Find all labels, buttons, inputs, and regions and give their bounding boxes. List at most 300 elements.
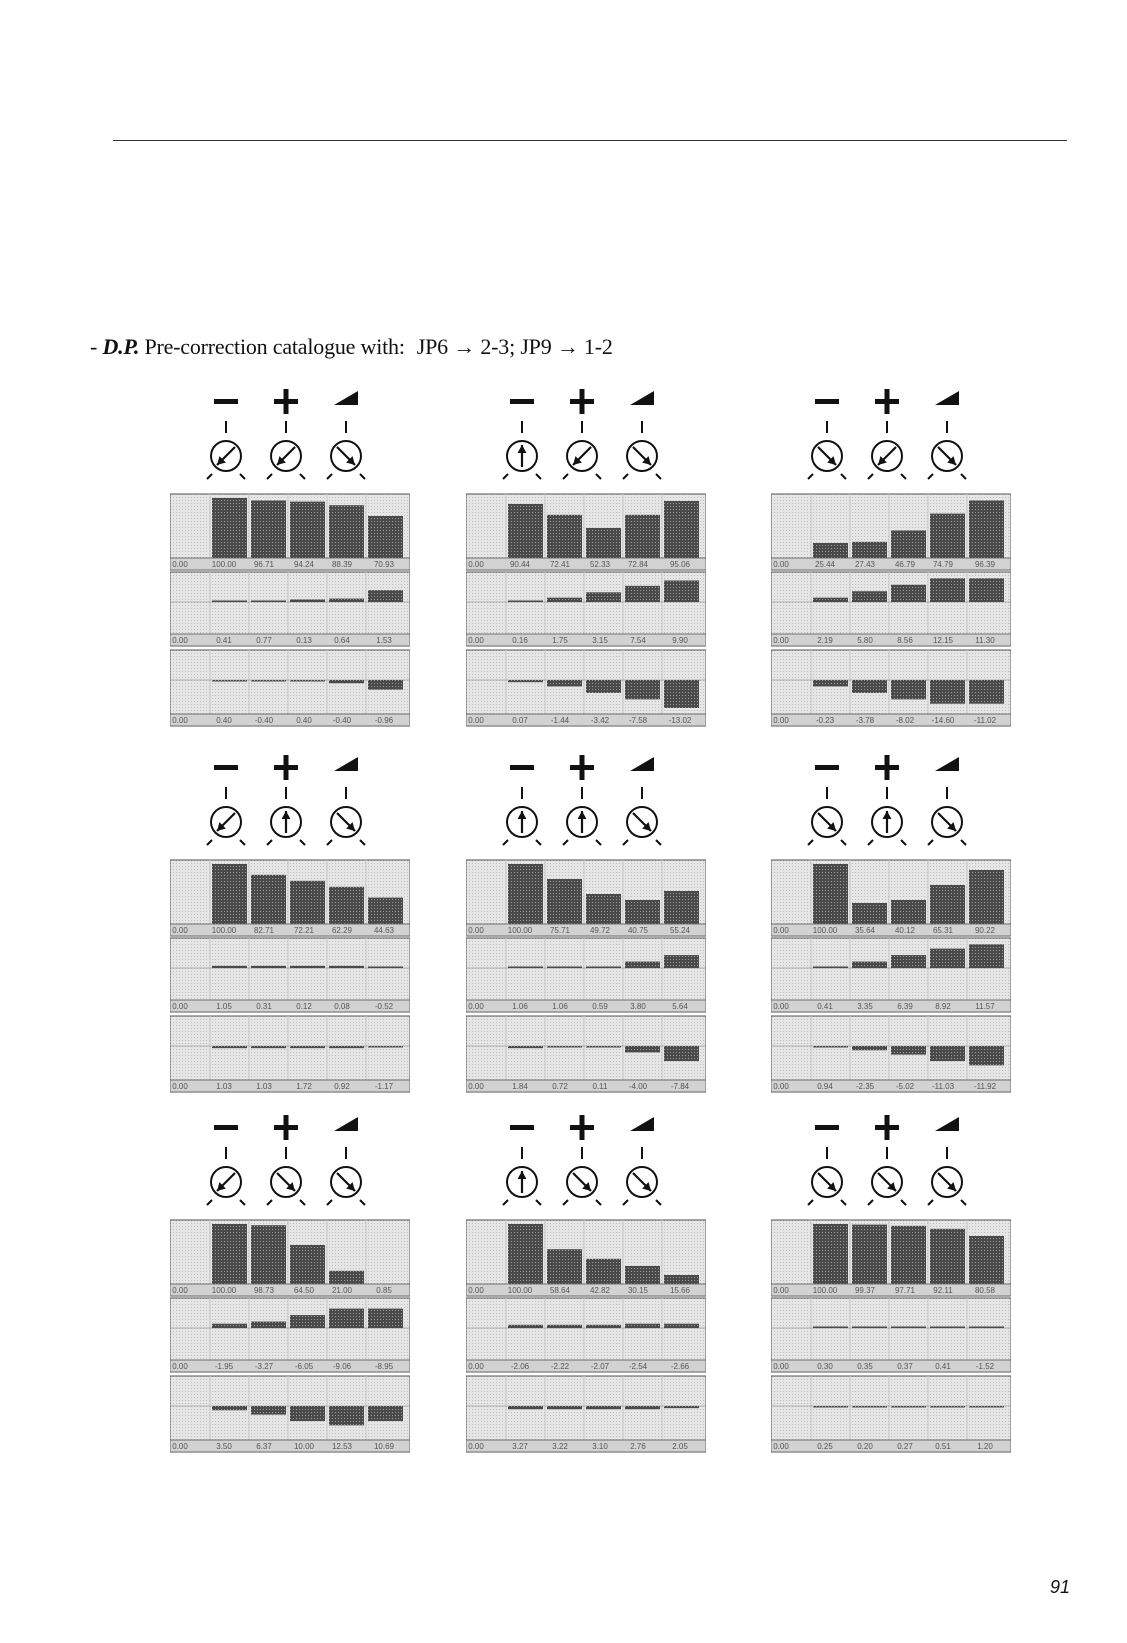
catalogue-cell-2 — [466, 386, 706, 738]
bar-bottom-1 — [852, 680, 887, 693]
bar-top-0 — [813, 543, 848, 558]
plus-icon — [274, 1115, 298, 1140]
bar-bottom-4 — [969, 1046, 1004, 1065]
bar-bottom-0 — [212, 1046, 247, 1048]
bar-top-2 — [290, 1245, 325, 1284]
bar-middle-2 — [586, 592, 621, 602]
value-label: -4.00 — [628, 1082, 648, 1091]
knob-icon-down-right — [623, 787, 661, 845]
value-label: 0.85 — [376, 1286, 392, 1295]
bar-middle-0 — [508, 1325, 543, 1328]
bar-middle-4 — [664, 955, 699, 968]
value-label: 44.63 — [373, 926, 395, 935]
value-label: 90.22 — [974, 926, 996, 935]
knob-icon-down-right — [623, 1147, 661, 1205]
bar-bottom-3 — [625, 1406, 660, 1409]
phase-panel — [170, 572, 410, 646]
bar-bottom-0 — [813, 1046, 848, 1048]
bar-middle-1 — [852, 1327, 887, 1329]
slope-icon — [630, 757, 654, 771]
value-label: 8.92 — [935, 1002, 951, 1011]
bar-middle-3 — [930, 949, 965, 968]
value-label: 0.59 — [592, 1002, 608, 1011]
value-label: 80.58 — [974, 1286, 996, 1295]
knob-icon-up — [563, 787, 601, 845]
value-label: 0.27 — [897, 1442, 913, 1451]
bar-top-1 — [852, 903, 887, 924]
value-label: 0.00 — [172, 1082, 188, 1091]
bar-bottom-2 — [586, 1406, 621, 1409]
bar-middle-4 — [969, 1327, 1004, 1329]
value-label: -14.60 — [931, 716, 955, 725]
value-label: 100.00 — [507, 1286, 533, 1295]
bar-top-3 — [329, 1271, 364, 1284]
bar-middle-2 — [290, 966, 325, 968]
bar-bottom-4 — [368, 1406, 403, 1421]
phase-panel — [771, 938, 1011, 1012]
knob-icon-down-left — [207, 1147, 245, 1205]
value-label: 30.15 — [627, 1286, 649, 1295]
value-label: 0.00 — [172, 1002, 188, 1011]
bar-middle-0 — [508, 967, 543, 969]
bar-top-4 — [664, 1275, 699, 1284]
value-label: -3.27 — [254, 1362, 274, 1371]
bar-top-1 — [547, 1249, 582, 1284]
knob-icon-up — [503, 421, 541, 479]
bar-bottom-1 — [852, 1046, 887, 1050]
minus-icon — [815, 1125, 839, 1130]
value-label: 0.00 — [468, 1362, 484, 1371]
value-label: 0.51 — [935, 1442, 951, 1451]
value-label: 92.11 — [933, 1286, 953, 1295]
bar-middle-1 — [547, 967, 582, 969]
value-label: -1.95 — [214, 1362, 234, 1371]
bar-middle-3 — [625, 586, 660, 602]
bar-middle-2 — [290, 599, 325, 602]
slope-icon — [334, 391, 358, 405]
plus-icon — [875, 389, 899, 414]
amplitude-panel — [466, 494, 706, 570]
value-label: 98.73 — [253, 1286, 275, 1295]
bar-middle-4 — [969, 944, 1004, 968]
value-label: 0.00 — [773, 926, 789, 935]
value-label: 3.35 — [857, 1002, 873, 1011]
knob-icon-down-right — [868, 1147, 906, 1205]
value-label: -0.96 — [374, 716, 394, 725]
value-label: 27.43 — [854, 560, 876, 569]
bar-middle-0 — [813, 1327, 848, 1329]
value-label: 90.44 — [509, 560, 531, 569]
bar-bottom-1 — [251, 1406, 286, 1415]
slope-icon — [334, 1117, 358, 1131]
plus-icon — [570, 755, 594, 780]
phase-panel — [466, 938, 706, 1012]
value-label: -2.22 — [550, 1362, 570, 1371]
catalogue-cell-7 — [170, 1112, 410, 1464]
value-label: 0.00 — [468, 716, 484, 725]
value-label: 0.00 — [773, 1442, 789, 1451]
amplitude-panel — [771, 1220, 1011, 1296]
bar-middle-1 — [251, 601, 286, 603]
value-label: 0.00 — [773, 716, 789, 725]
bar-top-0 — [813, 1224, 848, 1284]
value-label: 1.06 — [552, 1002, 568, 1011]
value-label: 0.40 — [296, 716, 312, 725]
deviation-panel — [170, 650, 410, 726]
value-label: -0.40 — [254, 716, 274, 725]
value-label: 1.53 — [376, 636, 392, 645]
plus-icon — [570, 1115, 594, 1140]
minus-icon — [510, 399, 534, 404]
value-label: 21.00 — [331, 1286, 353, 1295]
bar-middle-0 — [212, 966, 247, 968]
value-label: 95.06 — [669, 560, 691, 569]
value-label: -7.84 — [670, 1082, 690, 1091]
slope-icon — [935, 757, 959, 771]
phase-panel — [466, 1298, 706, 1372]
bar-bottom-0 — [508, 1406, 543, 1409]
minus-icon — [214, 399, 238, 404]
value-label: -13.02 — [668, 716, 692, 725]
bar-bottom-3 — [625, 1046, 660, 1052]
plus-icon — [570, 389, 594, 414]
catalogue-cell-3 — [771, 386, 1011, 738]
value-label: 0.00 — [468, 1082, 484, 1091]
bar-bottom-2 — [290, 1406, 325, 1421]
phase-panel — [170, 1298, 410, 1372]
value-label: -1.52 — [975, 1362, 995, 1371]
bar-middle-1 — [251, 1322, 286, 1328]
bar-bottom-4 — [969, 680, 1004, 704]
bar-middle-4 — [368, 590, 403, 602]
value-label: 0.00 — [172, 1362, 188, 1371]
slope-icon — [935, 1117, 959, 1131]
bar-top-3 — [625, 515, 660, 558]
amplitude-panel — [771, 860, 1011, 936]
bar-top-1 — [251, 1225, 286, 1284]
value-label: 0.00 — [468, 1286, 484, 1295]
bar-top-1 — [547, 879, 582, 924]
value-label: 1.84 — [512, 1082, 528, 1091]
bar-top-3 — [930, 1229, 965, 1284]
bar-middle-3 — [329, 966, 364, 968]
knob-icon-down-right — [928, 787, 966, 845]
bar-middle-0 — [212, 1324, 247, 1328]
heading-prefix: - — [90, 334, 103, 359]
knob-icon-down-right — [808, 787, 846, 845]
value-label: 72.21 — [293, 926, 315, 935]
catalogue-cell-5 — [466, 752, 706, 1104]
bar-middle-1 — [251, 966, 286, 968]
bar-middle-3 — [930, 578, 965, 602]
value-label: 0.94 — [817, 1082, 833, 1091]
value-label: 0.20 — [857, 1442, 873, 1451]
knob-icon-down-right — [327, 1147, 365, 1205]
knob-icon-down-right — [267, 1147, 305, 1205]
bar-middle-0 — [508, 601, 543, 603]
value-label: 0.16 — [512, 636, 528, 645]
phase-panel — [771, 572, 1011, 646]
value-label: 0.00 — [468, 926, 484, 935]
value-label: 97.71 — [894, 1286, 916, 1295]
bar-middle-4 — [664, 580, 699, 602]
knob-icon-down-right — [808, 1147, 846, 1205]
value-label: 100.00 — [812, 1286, 838, 1295]
value-label: 0.00 — [468, 560, 484, 569]
value-label: 46.79 — [894, 560, 916, 569]
bar-middle-3 — [625, 1324, 660, 1328]
value-label: -0.40 — [332, 716, 352, 725]
amplitude-panel — [170, 1220, 410, 1296]
value-label: 9.90 — [672, 636, 688, 645]
bar-bottom-1 — [547, 1046, 582, 1048]
bar-top-1 — [852, 542, 887, 558]
value-label: -2.54 — [628, 1362, 648, 1371]
value-label: 40.75 — [627, 926, 649, 935]
value-label: 0.00 — [172, 560, 188, 569]
bar-middle-1 — [852, 591, 887, 602]
header-rule — [113, 140, 1067, 141]
bar-top-1 — [852, 1225, 887, 1284]
value-label: -8.95 — [374, 1362, 394, 1371]
value-label: 100.00 — [507, 926, 533, 935]
value-label: -5.02 — [895, 1082, 915, 1091]
value-label: -6.05 — [294, 1362, 314, 1371]
value-label: 3.50 — [216, 1442, 232, 1451]
bar-bottom-0 — [508, 680, 543, 682]
value-label: 0.40 — [216, 716, 232, 725]
value-label: 5.64 — [672, 1002, 688, 1011]
bar-top-2 — [586, 894, 621, 924]
minus-icon — [214, 1125, 238, 1130]
value-label: 12.15 — [932, 636, 954, 645]
bar-top-0 — [508, 1224, 543, 1284]
deviation-panel — [170, 1376, 410, 1452]
bar-middle-2 — [290, 1315, 325, 1328]
value-label: 0.41 — [935, 1362, 951, 1371]
bar-middle-3 — [625, 962, 660, 968]
page-number: 91 — [1049, 1577, 1070, 1597]
value-label: 1.05 — [216, 1002, 232, 1011]
value-label: 0.12 — [296, 1002, 312, 1011]
bar-top-0 — [508, 864, 543, 924]
value-label: -1.44 — [550, 716, 570, 725]
knob-icon-up — [267, 787, 305, 845]
bar-bottom-0 — [813, 680, 848, 686]
bar-bottom-0 — [508, 1046, 543, 1048]
bar-bottom-2 — [290, 1046, 325, 1048]
value-label: 3.15 — [592, 636, 608, 645]
value-label: 0.00 — [773, 1002, 789, 1011]
value-label: 0.00 — [773, 1362, 789, 1371]
bar-top-0 — [212, 1224, 247, 1284]
bar-bottom-3 — [625, 680, 660, 699]
value-label: 0.11 — [592, 1082, 608, 1091]
bar-bottom-3 — [329, 1406, 364, 1425]
bar-top-1 — [547, 515, 582, 558]
bar-bottom-4 — [368, 1046, 403, 1048]
value-label: 11.57 — [975, 1002, 995, 1011]
bar-top-4 — [368, 516, 403, 558]
minus-icon — [815, 399, 839, 404]
heading-text: Pre-correction catalogue with: — [139, 334, 405, 359]
value-label: 0.31 — [256, 1002, 272, 1011]
value-label: 96.39 — [974, 560, 996, 569]
knob-icon-down-right — [327, 787, 365, 845]
value-label: 55.24 — [669, 926, 691, 935]
value-label: 0.41 — [216, 636, 232, 645]
value-label: 12.53 — [331, 1442, 353, 1451]
bar-top-2 — [290, 502, 325, 558]
value-label: 0.00 — [172, 1442, 188, 1451]
value-label: 15.66 — [669, 1286, 691, 1295]
deviation-panel — [771, 1376, 1011, 1452]
bar-bottom-0 — [212, 1406, 247, 1410]
bar-top-3 — [329, 887, 364, 924]
bar-middle-2 — [586, 1325, 621, 1328]
knob-icon-up — [503, 1147, 541, 1205]
bar-middle-1 — [547, 1325, 582, 1328]
value-label: 0.08 — [334, 1002, 350, 1011]
bar-bottom-2 — [891, 1046, 926, 1055]
amplitude-panel — [466, 860, 706, 936]
value-label: 72.41 — [549, 560, 571, 569]
bar-top-0 — [508, 504, 543, 558]
value-label: -1.17 — [374, 1082, 394, 1091]
value-label: 0.64 — [334, 636, 350, 645]
amplitude-panel — [170, 494, 410, 570]
deviation-panel — [170, 1016, 410, 1092]
slope-icon — [334, 757, 358, 771]
value-label: 0.00 — [773, 1286, 789, 1295]
value-label: -2.35 — [855, 1082, 875, 1091]
value-label: 2.05 — [672, 1442, 688, 1451]
knob-icon-down-right — [928, 1147, 966, 1205]
value-label: 64.50 — [293, 1286, 315, 1295]
value-label: 0.41 — [817, 1002, 833, 1011]
value-label: 1.03 — [256, 1082, 272, 1091]
bar-bottom-1 — [852, 1406, 887, 1408]
value-label: 1.06 — [512, 1002, 528, 1011]
value-label: 1.20 — [977, 1442, 993, 1451]
plus-icon — [274, 755, 298, 780]
phase-panel — [466, 572, 706, 646]
amplitude-panel — [466, 1220, 706, 1296]
bar-middle-2 — [586, 967, 621, 969]
value-label: 62.29 — [331, 926, 353, 935]
bar-bottom-3 — [930, 1046, 965, 1061]
value-label: 100.00 — [211, 1286, 237, 1295]
value-label: 0.00 — [172, 926, 188, 935]
bar-bottom-4 — [664, 1406, 699, 1408]
knob-icon-down-left — [563, 421, 601, 479]
value-label: 8.56 — [897, 636, 913, 645]
value-label: 0.00 — [773, 560, 789, 569]
bar-middle-2 — [891, 955, 926, 968]
value-label: -2.06 — [510, 1362, 530, 1371]
bar-middle-3 — [329, 599, 364, 602]
minus-icon — [815, 765, 839, 770]
catalogue-heading — [90, 334, 613, 360]
bar-top-2 — [891, 900, 926, 924]
value-label: 3.22 — [552, 1442, 568, 1451]
value-label: 3.80 — [630, 1002, 646, 1011]
minus-icon — [510, 1125, 534, 1130]
bar-bottom-1 — [251, 680, 286, 682]
bar-top-2 — [891, 1226, 926, 1284]
catalogue-cell-9 — [771, 1112, 1011, 1464]
knob-icon-down-left — [207, 421, 245, 479]
value-label: 82.71 — [253, 926, 275, 935]
bar-bottom-3 — [329, 1046, 364, 1048]
value-label: 5.80 — [857, 636, 873, 645]
bar-top-3 — [625, 900, 660, 924]
bar-top-2 — [290, 881, 325, 924]
bar-top-0 — [212, 498, 247, 558]
value-label: 99.37 — [854, 1286, 876, 1295]
knob-icon-down-left — [868, 421, 906, 479]
bar-top-3 — [329, 505, 364, 558]
bar-top-2 — [891, 530, 926, 558]
bar-top-2 — [586, 1259, 621, 1284]
plus-icon — [274, 389, 298, 414]
bar-top-3 — [930, 885, 965, 924]
bar-bottom-2 — [586, 1046, 621, 1048]
value-label: 3.10 — [592, 1442, 608, 1451]
value-label: 0.00 — [172, 1286, 188, 1295]
knob-icon-down-left — [207, 787, 245, 845]
value-label: 88.39 — [331, 560, 353, 569]
plus-icon — [875, 755, 899, 780]
value-label: 7.54 — [630, 636, 646, 645]
amplitude-panel — [170, 860, 410, 936]
value-label: 0.72 — [552, 1082, 568, 1091]
value-label: 0.00 — [172, 636, 188, 645]
value-label: 40.12 — [894, 926, 916, 935]
bar-top-4 — [664, 891, 699, 924]
value-label: 52.33 — [589, 560, 611, 569]
bar-middle-0 — [813, 967, 848, 969]
value-label: -11.92 — [973, 1082, 997, 1091]
value-label: 94.24 — [293, 560, 315, 569]
value-label: 75.71 — [549, 926, 571, 935]
value-label: 100.00 — [812, 926, 838, 935]
bar-bottom-2 — [290, 680, 325, 682]
bar-bottom-4 — [368, 680, 403, 690]
value-label: 0.37 — [897, 1362, 913, 1371]
bar-top-1 — [251, 500, 286, 558]
bar-middle-3 — [930, 1327, 965, 1329]
bar-bottom-4 — [664, 1046, 699, 1061]
value-label: 2.76 — [630, 1442, 646, 1451]
bar-middle-1 — [547, 598, 582, 602]
value-label: 100.00 — [211, 560, 237, 569]
bar-top-4 — [969, 500, 1004, 558]
catalogue-cell-1 — [170, 386, 410, 738]
value-label: 0.30 — [817, 1362, 833, 1371]
value-label: 0.77 — [256, 636, 272, 645]
bar-bottom-1 — [547, 680, 582, 686]
deviation-panel — [466, 650, 706, 726]
knob-icon-down-right — [327, 421, 365, 479]
knob-icon-down-right — [808, 421, 846, 479]
deviation-panel — [771, 1016, 1011, 1092]
bar-top-0 — [813, 864, 848, 924]
bar-middle-1 — [852, 962, 887, 968]
bar-top-4 — [664, 501, 699, 558]
bar-middle-4 — [969, 578, 1004, 602]
plus-icon — [875, 1115, 899, 1140]
